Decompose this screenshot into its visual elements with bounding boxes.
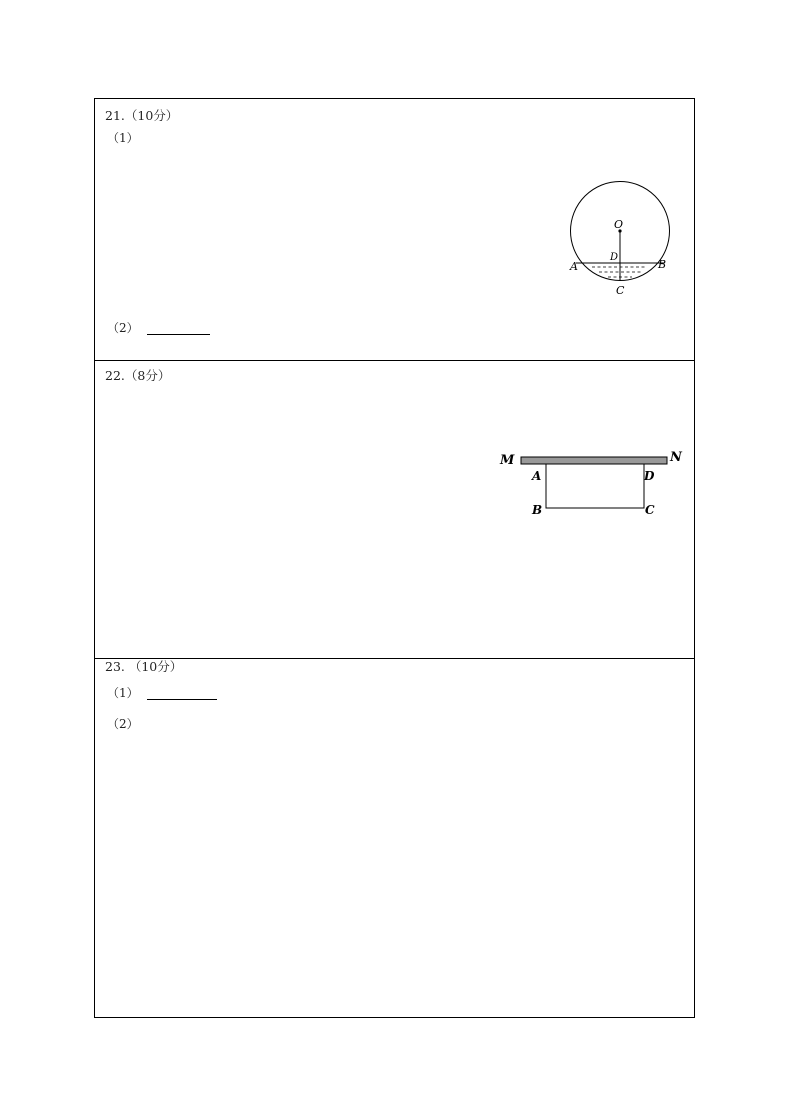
label-a: A — [532, 469, 542, 483]
label-d: D — [610, 252, 619, 263]
label-n: N — [670, 450, 682, 465]
question-22-title: 22.（8分） — [105, 368, 171, 383]
question-23-title: 23. （10分） — [105, 659, 183, 674]
question-21-title: 21.（10分） — [105, 108, 179, 123]
label-b: B — [532, 503, 543, 517]
question-21-part-2-label: （2） — [107, 321, 139, 335]
question-23-part-2-label: （2） — [107, 717, 139, 731]
label-o: O — [614, 218, 624, 231]
question-23-part-1-label: （1） — [107, 686, 139, 700]
question-21-part-2-answer-blank[interactable] — [147, 334, 210, 335]
answer-sheet — [94, 98, 695, 1018]
circle-water-figure — [561, 177, 701, 317]
question-21-part-1-label: （1） — [107, 131, 139, 145]
question-23-part-1-answer-blank[interactable] — [147, 699, 217, 700]
label-d: D — [644, 469, 655, 483]
question-21-section — [95, 99, 694, 361]
rectangle-abcd — [546, 464, 644, 508]
label-m: M — [500, 453, 515, 468]
question-22-section — [95, 361, 694, 659]
label-b: B — [658, 258, 667, 271]
question-23-section — [95, 659, 694, 1017]
wall-mn — [521, 457, 667, 464]
label-c: C — [616, 284, 625, 297]
label-c: C — [645, 503, 655, 517]
wall-rectangle-figure — [497, 449, 697, 529]
label-a: A — [570, 260, 578, 273]
